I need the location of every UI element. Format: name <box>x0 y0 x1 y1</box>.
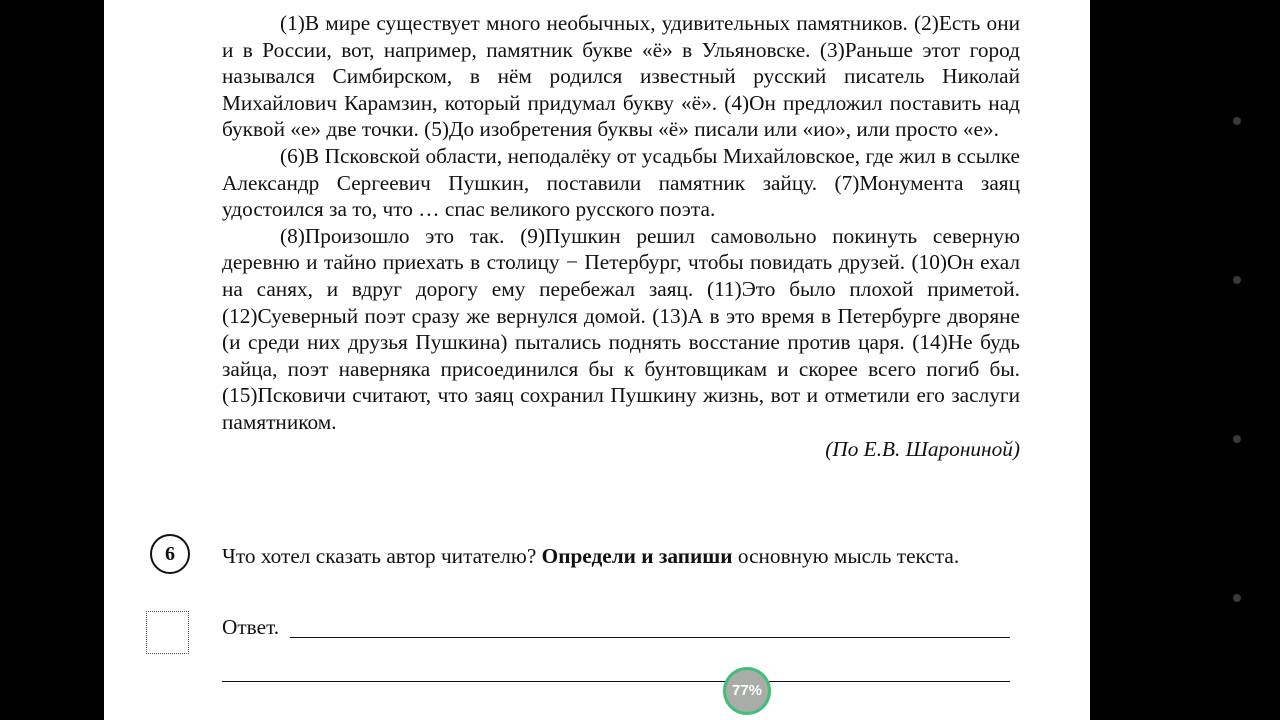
task-number-badge: 6 <box>150 534 190 574</box>
zoom-level-indicator[interactable]: 77% <box>723 667 771 715</box>
passage-paragraph-1: (1)В мире существует много необычных, удивительных памятников. (2)Есть они и в России, вот, например, памятник букве «ё» в Ульяновске. (3)Раньше этот город назывался Симбирском, в нём родился известный русский писатель Николай Михайлович Карамзин, который придумал букву «ё». (4)Он предложил поставить над буквой «е» две точки. (5)До изобретения буквы «ё» писали или «ио», или просто «е». <box>222 11 1020 142</box>
answer-label: Ответ. <box>222 615 280 639</box>
document-page <box>104 0 1090 720</box>
answer-line-1[interactable] <box>290 637 1010 638</box>
scroll-indicator-dot[interactable] <box>1233 594 1241 602</box>
scroll-indicator-dot[interactable] <box>1233 117 1241 125</box>
passage-paragraph-2: (6)В Псковской области, неподалёку от усадьбы Михайловское, где жил в ссылке Александр Сергеевич Пушкин, поставили памятник зайцу. (7)Монумента заяц удостоился за то, что … спас великого русского поэта. <box>222 143 1020 222</box>
passage <box>222 10 1020 462</box>
task-question-text-bold: Определи и запиши <box>541 544 733 568</box>
task-question-text-end: основную мысль текста. <box>732 544 960 568</box>
answer-line-2[interactable] <box>222 681 1010 682</box>
task-question <box>222 543 1020 570</box>
answer-checkbox[interactable] <box>146 611 189 654</box>
scroll-indicator-dot[interactable] <box>1233 276 1241 284</box>
passage-paragraph-3: (8)Произошло это так. (9)Пушкин решил самовольно покинуть северную деревню и тайно приехать в столицу − Петербург, чтобы повидать друзей. (10)Он ехал на санях, и вдруг дорогу ему перебежал заяц. (11)Это было плохой приметой. (12)Суеверный поэт сразу же вернулся домой. (13)А в это время в Петербурге дворяне (и среди них друзья Пушкина) пытались поднять восстание против царя. (14)Не будь зайца, поэт наверняка присоединился бы к бунтовщикам и скорее всего погиб бы. (15)Псковичи считают, что заяц сохранил Пушкину жизнь, вот и отметили его заслуги памятником. <box>222 223 1020 434</box>
scroll-indicator-dot[interactable] <box>1233 435 1241 443</box>
passage-author: (По Е.В. Шарониной) <box>825 436 1020 461</box>
task-question-text-start: Что хотел сказать автор читателю? <box>222 544 542 568</box>
